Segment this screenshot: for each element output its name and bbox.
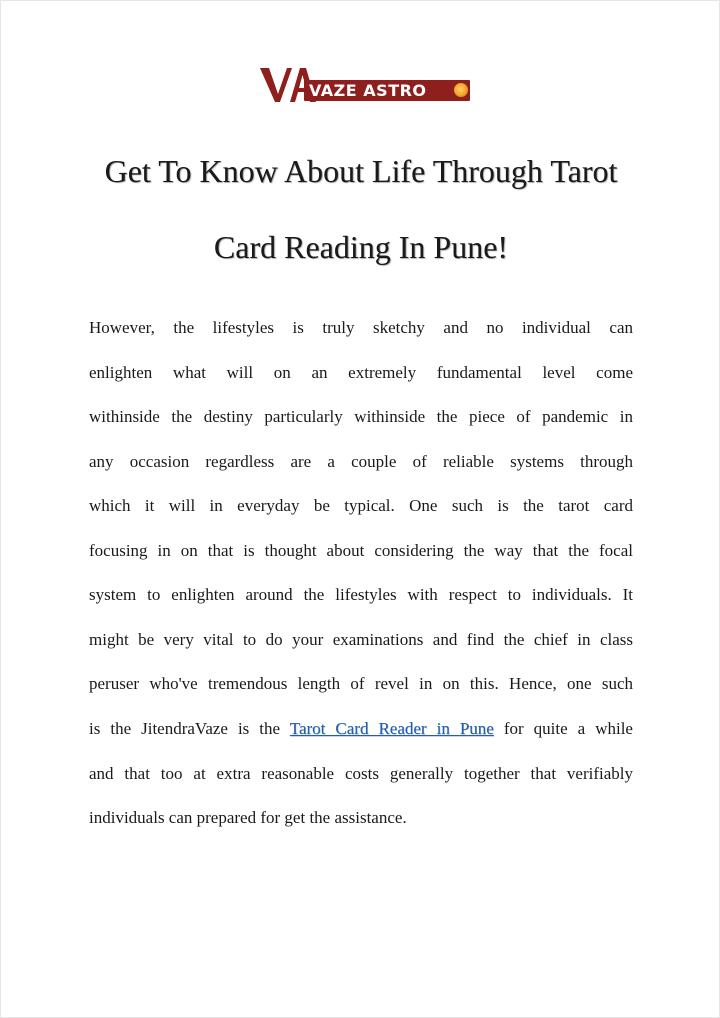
paragraph-line: However, the lifestyles is truly sketchy and no individual can bbox=[89, 318, 633, 337]
paragraph-line: peruser who've tremendous length of revel in on this. Hence, one such bbox=[89, 674, 633, 693]
paragraph-line: and that too at extra reasonable costs generally together that verifiably bbox=[89, 764, 633, 783]
page-title-line-1: Get To Know About Life Through Tarot bbox=[104, 153, 618, 189]
paragraph-line-with-link bbox=[89, 718, 633, 740]
paragraph-line: focusing in on that is thought about considering the way that the focal bbox=[89, 541, 633, 560]
paragraph-line: which it will in everyday be typical. One such is the tarot card bbox=[89, 496, 633, 515]
paragraph-text: for quite a while bbox=[503, 719, 633, 738]
paragraph-line: any occasion regardless are a couple of reliable systems through bbox=[89, 452, 633, 471]
page-title-line-2: Card Reading In Pune! bbox=[213, 229, 509, 265]
paragraph-line: enlighten what will on an extremely fundamental level come bbox=[89, 363, 633, 382]
paragraph-line: individuals can prepared for get the assistance. bbox=[89, 808, 407, 827]
vaze-astro-logo bbox=[260, 65, 474, 105]
tarot-card-reader-link[interactable]: Tarot Card Reader in Pune bbox=[289, 719, 494, 738]
paragraph-line: system to enlighten around the lifestyles with respect to individuals. It bbox=[89, 585, 633, 604]
sun-icon bbox=[454, 83, 468, 97]
paragraph-line: might be very vital to do your examinations and find the chief in class bbox=[89, 630, 633, 649]
paragraph-line: withinside the destiny particularly withinside the piece of pandemic in bbox=[89, 407, 633, 426]
paragraph-text: is the JitendraVaze is the bbox=[89, 719, 281, 738]
logo-name-text: VAZE ASTRO bbox=[309, 81, 427, 100]
